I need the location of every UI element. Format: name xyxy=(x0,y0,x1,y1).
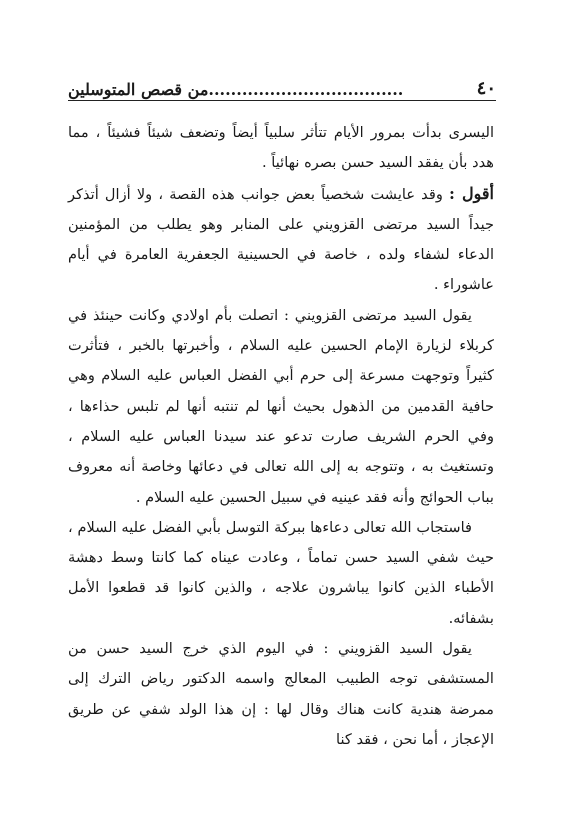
paragraph-3: يقول السيد مرتضى القزويني : اتصلت بأم اولادي وكانت حينئذ في كربلاء لزيارة الإمام الحسين عليه السلام ، وأخبرتها بالخبر ، فتأثرت كثيراً وتوجهت مسرعة إلى حرم أبي الفضل العباس عليه السلام وهي حافية القدمين من الذهول بحيث أنها لم تنتبه أنها لم تلبس حذاءها ، وفي الحرم الشريف صارت تدعو عند سيدنا العباس عليه السلام ، وتستغيث به ، وتتوجه به إلى الله تعالى في دعائها وخاصة أنه معروف بباب الحوائج وأنه فقد عينيه في سبيل الحسين عليه السلام . xyxy=(68,306,494,506)
running-head: ...................................من قصص المتوسلين xyxy=(68,80,404,99)
paragraph-2-text: وقد عايشت شخصياً بعض جوانب هذه القصة ، ولا أزال أتذكر جيداً السيد مرتضى القزويني على المنابر وهو يطلب من المؤمنين الدعاء لشفاء ولده ، خاصة في الحسينية الجعفرية العامرة في أيام عاشوراء . xyxy=(68,185,494,294)
body-text xyxy=(68,118,494,755)
page-number: ٤٠ xyxy=(476,78,496,99)
page-header xyxy=(68,62,496,98)
paragraph-1: اليسرى بدأت بمرور الأيام تتأثر سلبياً أيضاً وتضعف شيئاً فشيئاً ، مما هدد بأن يفقد السيد حسن بصره نهائياً . xyxy=(68,124,494,172)
paragraph-5: يقول السيد القزويني : في اليوم الذي خرج السيد حسن من المستشفى توجه الطبيب المعالج واسمه الدكتور رياض الترك إلى ممرضة هندية كانت هناك وقال لها : إن هذا الولد شفي عن طريق الإعجاز ، أما نحن ، فقد كنا xyxy=(68,640,494,748)
header-rule xyxy=(68,100,496,101)
paragraph-4: فاستجاب الله تعالى دعاءها ببركة التوسل بأبي الفضل عليه السلام ، حيث شفي السيد حسن تماماً ، وعادت عيناه كما كانتا وسط دهشة الأطباء الذين كانوا يباشرون علاجه ، والذين كانوا قد قطعوا الأمل بشفائه. xyxy=(68,518,494,627)
paragraph-2-lead: أقول : xyxy=(449,183,495,203)
paragraph-2 xyxy=(68,179,494,301)
